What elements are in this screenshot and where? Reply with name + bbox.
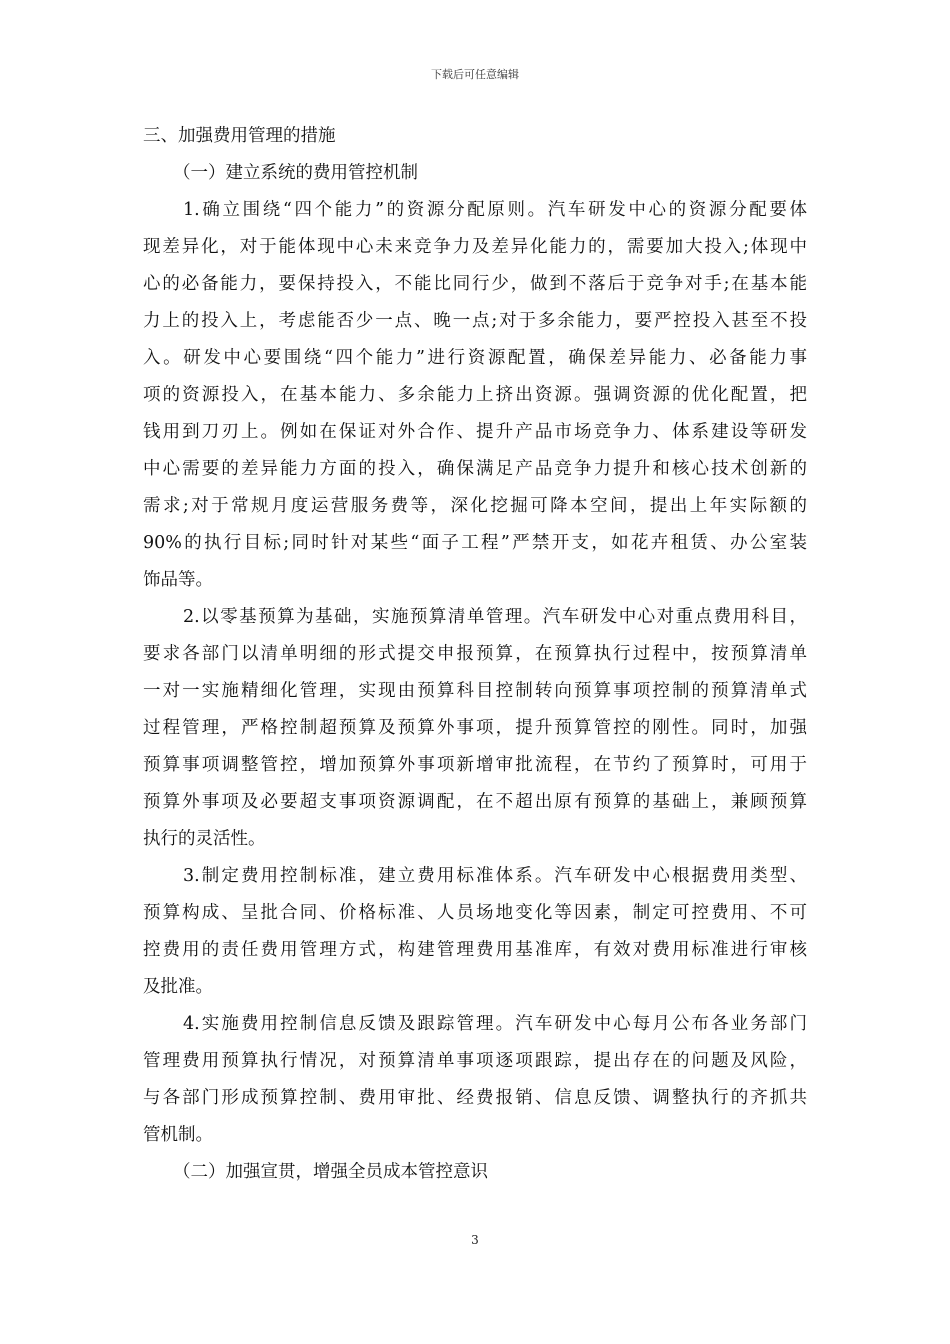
paragraph-line: 项的资源投入，在基本能力、多余能力上挤出资源。强调资源的优化配置，把 — [143, 385, 807, 405]
paragraph-line: 预算事项调整管控，增加预算外事项新增审批流程，在节约了预算时，可用于 — [143, 755, 807, 775]
paragraph-line: 心的必备能力，要保持投入，不能比同行少，做到不落后于竞争对手;在基本能 — [143, 274, 807, 294]
paragraph-line: 执行的灵活性。 — [143, 829, 266, 849]
paragraph-line: 预算外事项及必要超支事项资源调配，在不超出原有预算的基础上，兼顾预算 — [143, 792, 807, 812]
paragraph-line: 2.以零基预算为基础，实施预算清单管理。汽车研发中心对重点费用科目， — [183, 607, 807, 627]
page-number: 3 — [471, 1233, 479, 1247]
page-header: 下载后可任意编辑 — [431, 68, 519, 81]
paragraph-line: 管理费用预算执行情况，对预算清单事项逐项跟踪，提出存在的问题及风险， — [143, 1051, 807, 1071]
paragraph-line: 控费用的责任费用管理方式，构建管理费用基准库，有效对费用标准进行审核 — [143, 940, 807, 960]
paragraph-line: 90%的执行目标;同时针对某些“面子工程”严禁开支，如花卉租赁、办公室装 — [143, 533, 807, 553]
paragraph-line: 现差异化，对于能体现中心未来竞争力及差异化能力的，需要加大投入;体现中 — [143, 237, 807, 257]
paragraph-line: 管机制。 — [143, 1125, 213, 1145]
paragraph-line: 与各部门形成预算控制、费用审批、经费报销、信息反馈、调整执行的齐抓共 — [143, 1088, 807, 1108]
section-heading: 三、加强费用管理的措施 — [143, 126, 336, 146]
paragraph-line: 需求;对于常规月度运营服务费等，深化挖掘可降本空间，提出上年实际额的 — [143, 496, 807, 516]
paragraph-line: 中心需要的差异能力方面的投入，确保满足产品竞争力提升和核心技术创新的 — [143, 459, 807, 479]
paragraph-line: 一对一实施精细化管理，实现由预算科目控制转向预算事项控制的预算清单式 — [143, 681, 807, 701]
paragraph-line: 3.制定费用控制标准，建立费用标准体系。汽车研发中心根据费用类型、 — [183, 866, 807, 886]
paragraph-line: 过程管理，严格控制超预算及预算外事项，提升预算管控的刚性。同时，加强 — [143, 718, 807, 738]
paragraph-line: 1.确立围绕“四个能力”的资源分配原则。汽车研发中心的资源分配要体 — [183, 200, 807, 220]
paragraph-line: 入。研发中心要围绕“四个能力”进行资源配置，确保差异能力、必备能力事 — [143, 348, 807, 368]
paragraph-line: 力上的投入上，考虑能否少一点、晚一点;对于多余能力，要严控投入甚至不投 — [143, 311, 807, 331]
subsection-heading: （二）加强宣贯，增强全员成本管控意识 — [173, 1162, 488, 1182]
paragraph-line: 要求各部门以清单明细的形式提交申报预算，在预算执行过程中，按预算清单 — [143, 644, 807, 664]
paragraph-line: 饰品等。 — [143, 570, 213, 590]
subsection-heading: （一）建立系统的费用管控机制 — [173, 163, 418, 183]
paragraph-line: 及批准。 — [143, 977, 213, 997]
paragraph-line: 预算构成、呈批合同、价格标准、人员场地变化等因素，制定可控费用、不可 — [143, 903, 807, 923]
paragraph-line: 4.实施费用控制信息反馈及跟踪管理。汽车研发中心每月公布各业务部门 — [183, 1014, 807, 1034]
document-body — [143, 118, 807, 1191]
paragraph-line: 钱用到刀刃上。例如在保证对外合作、提升产品市场竞争力、体系建设等研发 — [143, 422, 807, 442]
